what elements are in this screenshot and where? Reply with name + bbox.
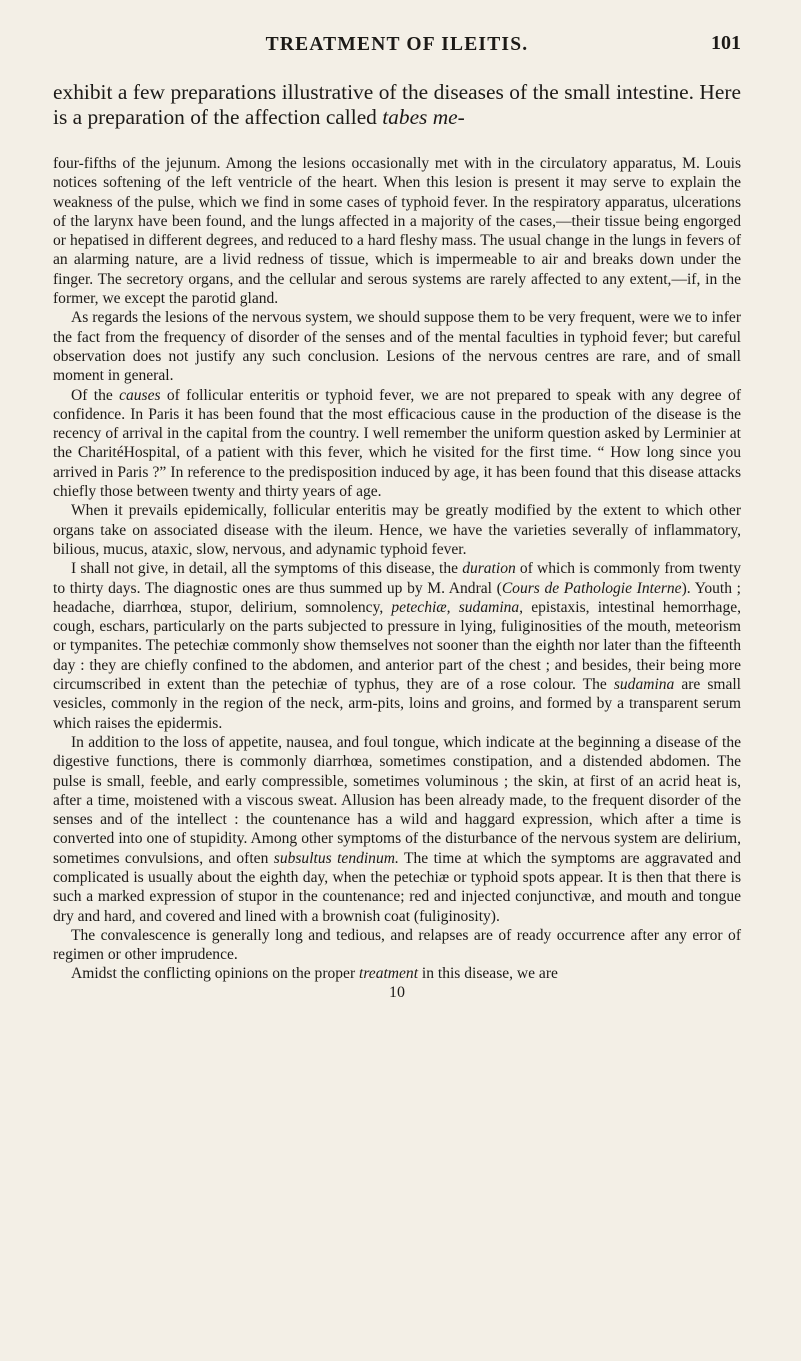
paragraph <box>53 154 741 308</box>
paragraph <box>53 308 741 385</box>
paragraph-text: Amidst the conflicting opinions on the proper <box>71 965 360 983</box>
running-head <box>53 28 741 62</box>
italic-text: petechiæ, sudamina, <box>391 598 524 616</box>
italic-text: subsultus tendinum. <box>273 849 399 867</box>
italic-text: sudamina <box>613 676 675 694</box>
italic-text: causes <box>119 386 161 404</box>
paragraph-text: in this disease, we are <box>418 965 558 983</box>
paragraph <box>53 559 741 733</box>
paragraph-text: As regards the lesions of the nervous system, we should suppose them to be very frequent, were we to infer the fact from the frequency of disorder of the senses and of the mental faculties in typhoid fever; but careful observation does not justify any such conclusion. Lesions of the nervous centres are rare, and of small moment in general. <box>53 309 741 385</box>
italic-text: duration <box>462 560 516 578</box>
paragraph-text: epistaxis, intestinal hemorrhage, cough, eschars, particularly on the parts subjected to pressure in lying, fuliginosities of the mouth, meteorism or tympanites. The petechiæ commonly show themselves not sooner than the eighth nor later than the fifteenth day : they are chiefly confined to the abdomen, and anterior part of the chest ; and besides, their being more circumscribed in extent than the petechiæ of typhus, they are of a rose colour. The <box>53 598 742 694</box>
paragraph <box>53 733 741 926</box>
page-number: 101 <box>711 32 741 54</box>
lead-italic: tabes me- <box>382 105 465 129</box>
paragraph-text: The time at which the symptoms are aggravated and complicated is usually about the eighth day, when the petechiæ or typhoid spots appear. It is then that there is such a marked expression of stupor in the countenance; red and injected conjunctivæ, and mouth and tongue dry and hard, and covered and lined with a brownish coat (fuliginosity). <box>53 849 741 925</box>
text-gap <box>53 130 741 154</box>
lead-text: exhibit a few preparations illustrative of the diseases of the small intestine. Here is a preparation of the affection called <box>53 80 741 129</box>
paragraph-text: of follicular enteritis or typhoid fever, we are not prepared to speak with any degree of confidence. In Paris it has been found that the most efficacious cause in the production of the disease is the recency of arrival in the capital from the country. I well remember the uniform question asked by Lerminier at the CharitéHospital, of a patient with this fever, which he visited for the first time. “ How long since you arrived in Paris ?” In reference to the predisposition induced by age, it has been found that this disease attacks chiefly those between twenty and thirty years of age. <box>53 386 742 501</box>
paragraph-text: The convalescence is generally long and tedious, and relapses are of ready occurrence after any error of regimen or other imprudence. <box>53 926 741 964</box>
paragraph-text: ). Youth ; headache, diarrhœa, stupor, delirium, somnolency, <box>53 579 741 616</box>
paragraph-text: of which is commonly from twenty to thirty days. The diagnostic ones are thus summed up by M. Andral ( <box>53 560 742 597</box>
paragraph-text: Of the <box>71 386 120 404</box>
italic-text: treatment <box>359 965 419 983</box>
paragraph <box>53 964 741 983</box>
paragraph-text: In addition to the loss of appetite, nausea, and foul tongue, which indicate at the beginning a disease of the digestive functions, there is commonly diarrhœa, sometimes constipation, and a distended abdomen. The pulse is small, feeble, and early compressible, sometimes voluminous ; the skin, at first of an acrid heat is, after a time, moistened with a viscous sweat. Allusion has been already made, to the frequent disorder of the senses and of the intellect : the countenance has a wild and haggard expression, which after a time is converted into one of stupidity. Among other symptoms of the disturbance of the nervous system are delirium, sometimes convulsions, and often <box>53 733 741 867</box>
paragraph-text: I shall not give, in detail, all the symptoms of this disease, the <box>71 560 463 578</box>
paragraph-text: four-fifths of the jejunum. Among the lesions occasionally met with in the circulatory apparatus, M. Louis notices softening of the left ventricle of the heart. When this lesion is present it may serve to explain the weakness of the pulse, which we find in some cases of typhoid fever. In the respiratory apparatus, ulcerations of the larynx have been found, and the lungs affected in a majority of the cases,—their tissue being engorged or hepatised in different degrees, and reduced to a hard fleshy mass. The usual change in the lungs in fevers of an alarming nature, are a livid redness of tissue, which is impermeable to air and breaks down under the finger. The secretory organs, and the cellular and serous systems are rarely affected to any extent,—if, in the former, we except the parotid gland. <box>53 155 741 308</box>
running-head-title: TREATMENT OF ILEITIS. <box>265 34 529 55</box>
italic-text: Cours de Pathologie Interne <box>501 579 682 597</box>
body-text <box>53 154 741 984</box>
paragraph <box>53 926 741 965</box>
paragraph <box>53 501 741 559</box>
paragraph-text: are small vesicles, commonly in the region of the neck, arm-pits, loins and groins, and formed by a transparent serum which raises the epidermis. <box>53 676 742 732</box>
lead-paragraph <box>53 80 741 130</box>
paragraph <box>53 386 741 502</box>
paragraph-text: When it prevails epidemically, follicular enteritis may be greatly modified by the extent to which other organs take on associated disease with the ileum. Hence, we have the varieties severally of inflammatory, bilious, mucus, ataxic, slow, nervous, and adynamic typhoid fever. <box>53 502 741 558</box>
book-page <box>53 28 741 1002</box>
signature-mark: 10 <box>389 983 405 1001</box>
